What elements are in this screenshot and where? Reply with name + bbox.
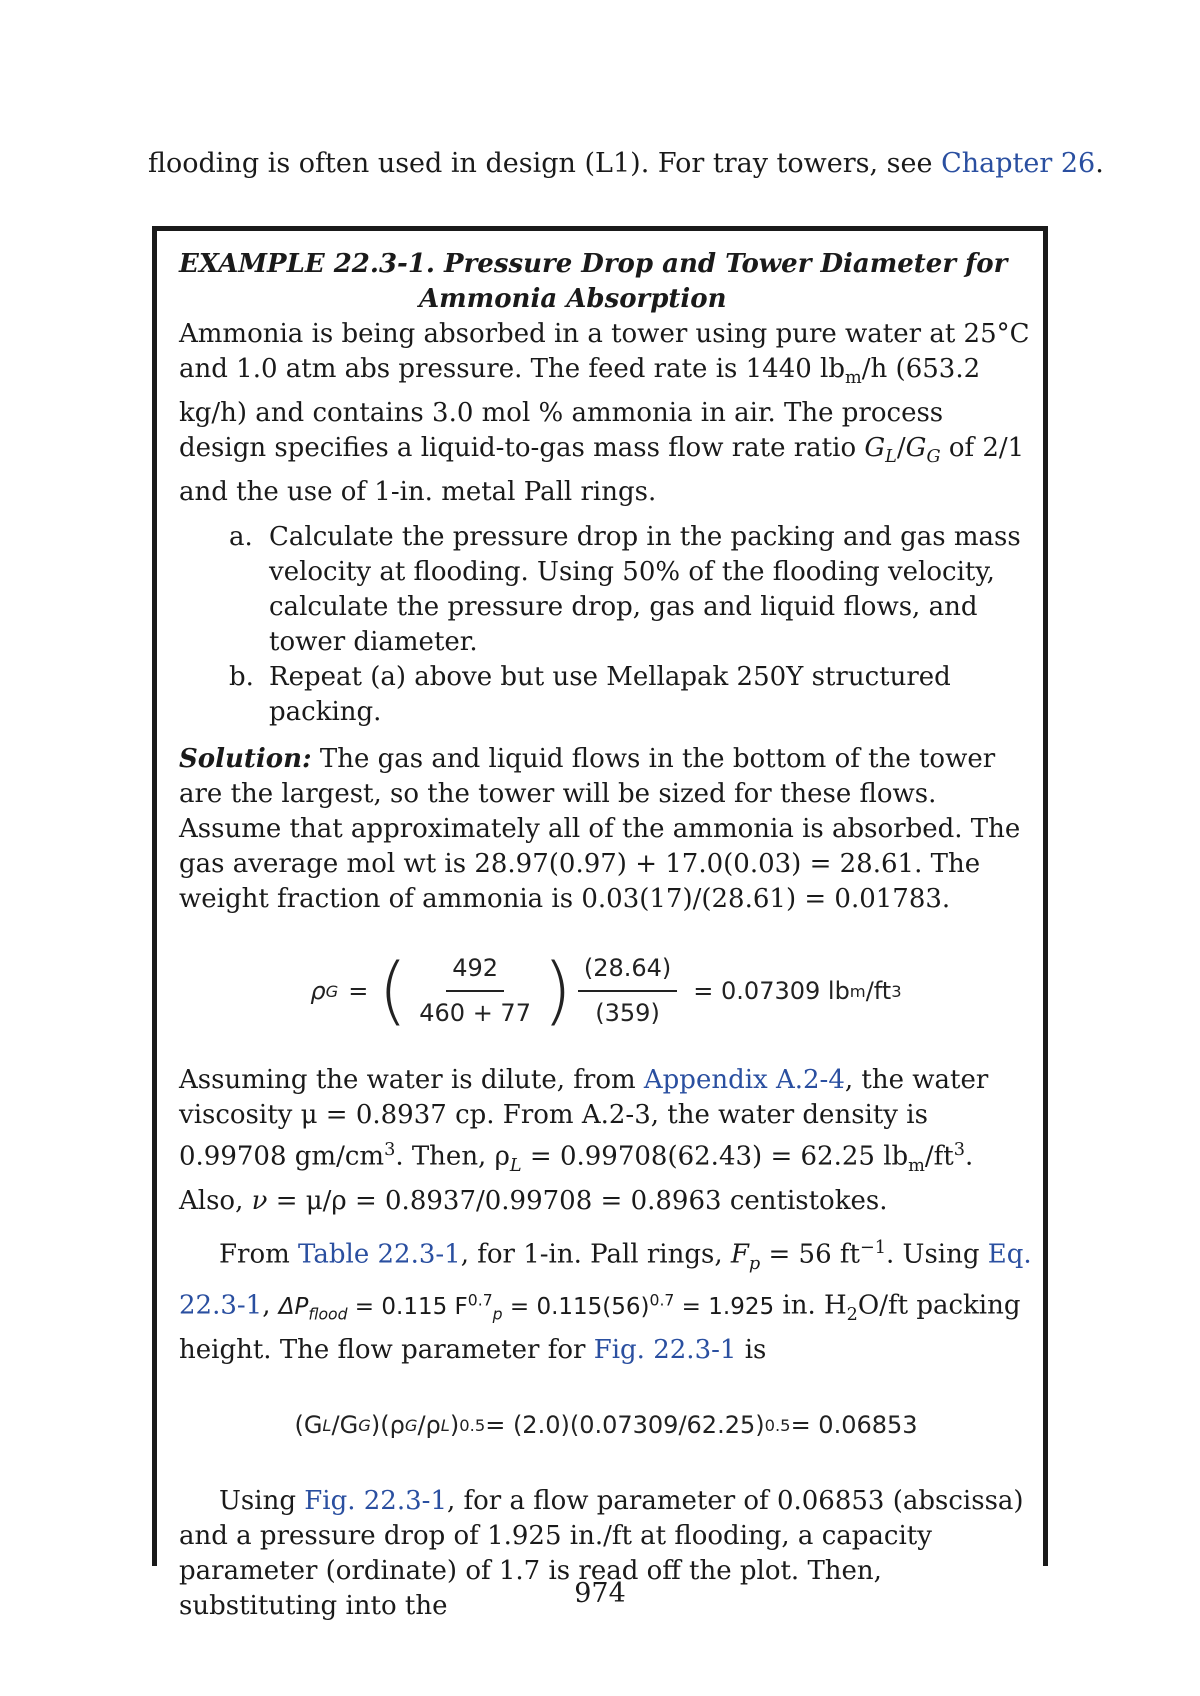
appendix-a24-link[interactable]: Appendix A.2-4 <box>643 1065 845 1096</box>
viscosity-paragraph: Assuming the water is dilute, from Appendix A.2-4, the water viscosity μ = 0.8937 cp. From A.2-3, the water density is 0.99708 $gm/cm^3$. Then, $\rho_L = 0.99708(62.43) = 62.25$ $lb_m/ft^3$. Also, ν = μ/ρ = 0.8937/0.99708 = 0.8963 centistokes. <box>179 1065 989 1217</box>
flow-parameter-equation: (G L /G G )(ρ G /ρ L ) 0.5 = (2.0)(0.07309/62.25) 0.5 = 0.06853 <box>294 1411 918 1440</box>
packing-factor-paragraph: From Table 22.3-1, for 1-in. Pall rings, $F_p = 56$ $ft^{-1}$. Using Eq. 22.3-1, $\Delta P_{flood} = 0.115$ $F^{0.7}_p = 0.115(56)^{0.7} = 1.925$ in. $H_2O/ft$ packing height. The flow parameter for Fig. 22.3-1 is <box>179 1238 1032 1365</box>
capacity-paragraph: Using Fig. 22.3-1, for a flow parameter of 0.06853 (abscissa) and a pressure drop of 1.925 in./ft at flooding, a capacity parameter (ordinate) of 1.7 is read off the plot. Then, substituting into the <box>179 1485 1024 1621</box>
page-number: 974 <box>574 1578 626 1609</box>
flood-pressure-equation: $\Delta P_{flood} = 0.115$ $F^{0.7}_p = 0.115(56)^{0.7} = 1.925$ <box>278 1290 775 1324</box>
solution-label: Solution: <box>179 744 312 775</box>
example-title: EXAMPLE 22.3-1. Pressure Drop and Tower Diameter for Ammonia Absorption <box>179 249 1008 314</box>
intro-paragraph: flooding is often used in design (L1). For tray towers, see Chapter 26. <box>148 148 1104 179</box>
list-item: a. Calculate the pressure drop in the packing and gas mass velocity at flooding. Using 50% of the flooding velocity, calculate the pressure drop, gas and liquid flows, and tower diameter. <box>229 522 1021 658</box>
list-item: b. Repeat (a) above but use Mellapak 250Y structured packing. <box>229 662 951 728</box>
problem-statement: Ammonia is being absorbed in a tower using pure water at 25°C and 1.0 atm abs pressure. The feed rate is 1440 $lb_m/h$ (653.2 kg/h) and contains 3.0 mol % ammonia in air. The process design specifies a liquid-to-gas mass flow rate ratio $G_L/G_G$ of 2/1 and the use of 1-in. metal Pall rings. <box>179 319 1030 508</box>
eq-22-3-1-link[interactable]: Eq. 22.3-1 <box>179 1239 1032 1321</box>
fig-22-3-1-link-2[interactable]: Fig. 22.3-1 <box>304 1485 447 1516</box>
table-22-3-1-link[interactable]: Table 22.3-1 <box>298 1239 461 1270</box>
fig-22-3-1-link[interactable]: Fig. 22.3-1 <box>593 1334 737 1365</box>
chapter-26-link[interactable]: Chapter 26 <box>941 148 1096 179</box>
task-list <box>179 520 1033 730</box>
example-content <box>179 247 1033 1624</box>
solution-paragraph: Solution: The gas and liquid flows in the bottom of the tower are the largest, so the tower will be sized for these flows. Assume that approximately all of the ammonia is absorbed. The gas average mol wt is 28.97(0.97) + 17.0(0.03) = 28.61. The weight fraction of ammonia is 0.03(17)/(28.61) = 0.01783. <box>179 744 1021 915</box>
gas-density-equation: ρ G = ( $\frac{492}{460 + 77}$ ) $\frac{(28.64)}{(359)}$ = 0.07309 lb m /ft 3 <box>310 948 902 1035</box>
